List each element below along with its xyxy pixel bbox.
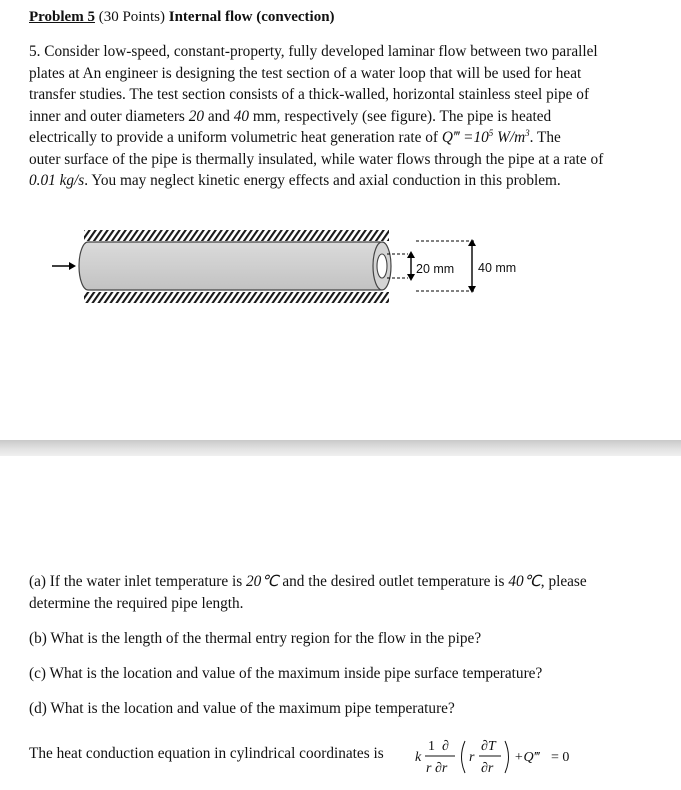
q-value: Q‴ =10	[441, 129, 489, 146]
outer-diameter-label: 40 mm	[478, 261, 517, 275]
text-fragment: . The	[529, 129, 561, 146]
heat-generation-value	[442, 129, 530, 146]
problem-label: Problem 5	[29, 9, 95, 25]
statement-line: transfer studies. The test section consists of a thick-walled, horizontal stainless steel pipe of	[29, 86, 590, 103]
eq-partial: ∂	[442, 739, 449, 754]
flow-rate-value: 0.01 kg/s	[29, 172, 85, 189]
q-unit: W/m	[493, 129, 526, 146]
text-fragment: determine the required pipe length.	[29, 594, 244, 612]
q-unit-exponent: 3	[525, 127, 530, 138]
text-fragment: mm, respectively (see figure). The pipe is heated	[249, 107, 552, 125]
eq-plus-q: +Q‴	[514, 750, 540, 765]
statement-line: outer surface of the pipe is thermally insulated, while water flows through the pipe at a rate of	[29, 150, 604, 168]
eq-right-paren	[505, 741, 509, 773]
problem-heading	[29, 9, 335, 26]
text-fragment: and the desired outlet temperature is	[278, 573, 509, 590]
eq-one: 1	[428, 739, 435, 754]
statement-line: 5. Consider low-speed, constant-property, fully developed laminar flow between two parallel	[29, 43, 598, 60]
statement-line: plates at An engineer is designing the test section of a water loop that will be used for heat	[29, 64, 582, 82]
text-fragment: . You may neglect kinetic energy effects and axial conduction in this problem.	[84, 172, 561, 189]
q-exponent: 5	[488, 127, 494, 138]
insulation-bottom	[84, 292, 389, 303]
text-fragment: inner and outer diameters	[29, 107, 189, 125]
text-fragment: and	[204, 107, 234, 125]
heat-conduction-equation	[413, 735, 583, 779]
eq-r: r	[469, 750, 475, 765]
eq-k: k	[415, 750, 422, 765]
question-b: (b) What is the length of the thermal entry region for the flow in the pipe?	[29, 630, 482, 647]
inner-diameter-label: 20 mm	[416, 262, 455, 276]
pipe-figure	[40, 222, 600, 312]
text-fragment: (a) If the water inlet temperature is	[29, 573, 247, 590]
eq-equals-zero: = 0	[551, 750, 570, 765]
question-d: (d) What is the location and value of the maximum pipe temperature?	[29, 700, 455, 717]
inner-diameter-value: 20	[188, 107, 205, 125]
question-a	[29, 571, 587, 614]
statement-line	[29, 106, 649, 128]
text-fragment: , please	[540, 573, 587, 590]
heat-conduction-text: The heat conduction equation in cylindrical coordinates is	[29, 745, 384, 762]
problem-points: (30 Points)	[98, 9, 165, 25]
outer-diameter-value: 40	[233, 107, 250, 125]
problem-topic: Internal flow (convection)	[168, 9, 335, 25]
statement-line	[29, 170, 649, 192]
eq-left-paren	[462, 741, 466, 773]
eq-r-dr: r ∂r	[426, 761, 448, 776]
outlet-temperature: 40℃	[508, 573, 541, 590]
question-c: (c) What is the location and value of the maximum inside pipe surface temperature?	[29, 665, 543, 682]
eq-dt: ∂T	[481, 739, 496, 754]
text-fragment: electrically to provide a uniform volumetric heat generation rate of	[29, 129, 442, 146]
heat-conduction-statement	[29, 735, 669, 779]
inlet-temperature: 20℃	[246, 573, 279, 590]
problem-statement	[29, 41, 649, 192]
pipe-body	[79, 242, 391, 290]
statement-line	[29, 127, 649, 149]
flow-arrow-icon	[52, 262, 76, 270]
page-divider	[0, 440, 681, 456]
eq-dr: ∂r	[481, 761, 494, 776]
insulation-top	[84, 230, 389, 241]
